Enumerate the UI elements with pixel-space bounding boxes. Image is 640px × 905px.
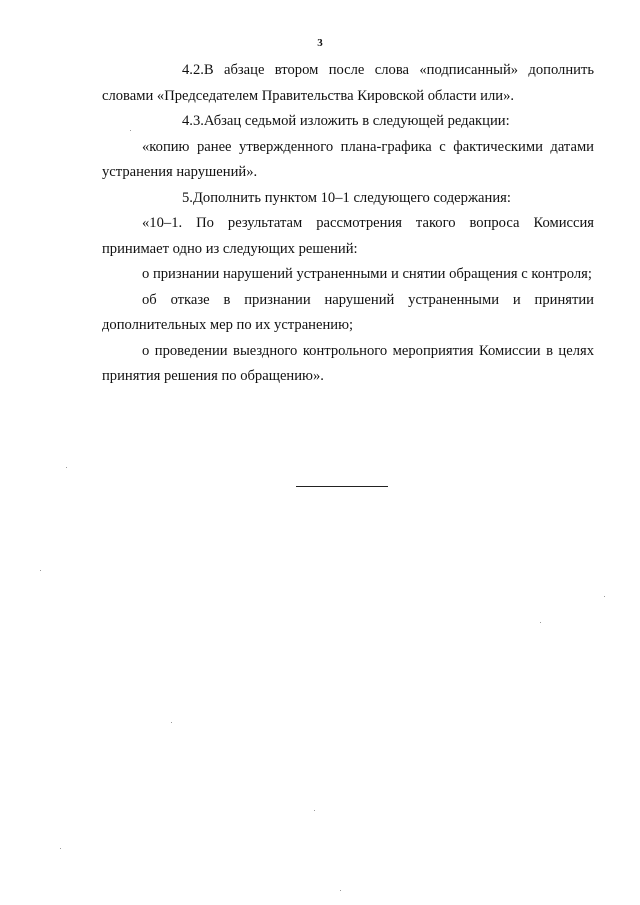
document-body: [102, 58, 594, 390]
scan-speck: [130, 130, 131, 131]
scan-speck: [604, 596, 605, 597]
paragraph-4-2: [102, 58, 594, 109]
page-number: 3: [317, 37, 323, 49]
scan-speck: [540, 622, 541, 623]
paragraph-quote-plan: [102, 135, 594, 186]
paragraph-text: «копию ранее утвержденного плана-графика с фактическими датами устранения нарушений».: [102, 138, 594, 180]
scan-speck: [60, 848, 61, 849]
paragraph-number: 4.2.: [182, 62, 204, 78]
paragraph-decision-1: [102, 262, 594, 288]
paragraph-text: Абзац седьмой изложить в следующей редакции:: [203, 113, 510, 129]
paragraph-4-3: [102, 109, 594, 135]
scan-speck: [40, 570, 41, 571]
paragraph-text: о признании нарушений устраненными и снятии обращения с контроля;: [142, 266, 592, 282]
paragraph-decision-2: [102, 288, 594, 339]
paragraph-text: об отказе в признании нарушений устраненными и принятии дополнительных мер по их устранению;: [102, 291, 594, 333]
paragraph-number: 5.: [182, 189, 193, 206]
paragraph-text: Дополнить пунктом 10–1 следующего содержания:: [192, 189, 511, 206]
paragraph-decision-3: [102, 339, 594, 390]
paragraph-5: [102, 186, 594, 212]
paragraph-number: 4.3.: [182, 113, 204, 129]
closing-rule: [296, 486, 388, 487]
scan-speck: [314, 810, 315, 811]
scan-speck: [66, 467, 67, 468]
paragraph-text: В абзаце втором после слова «подписанный» дополнить словами «Председателем Правительства Кировской области или».: [102, 62, 594, 104]
scan-speck: [340, 890, 341, 891]
paragraph-10-1: [102, 211, 594, 262]
paragraph-text: «10–1. По результатам рассмотрения такого вопроса Комиссия принимает одно из следующих решений:: [102, 215, 594, 257]
paragraph-text: о проведении выездного контрольного мероприятия Комиссии в целях принятия решения по обращению».: [102, 342, 594, 384]
scan-speck: [171, 722, 172, 723]
